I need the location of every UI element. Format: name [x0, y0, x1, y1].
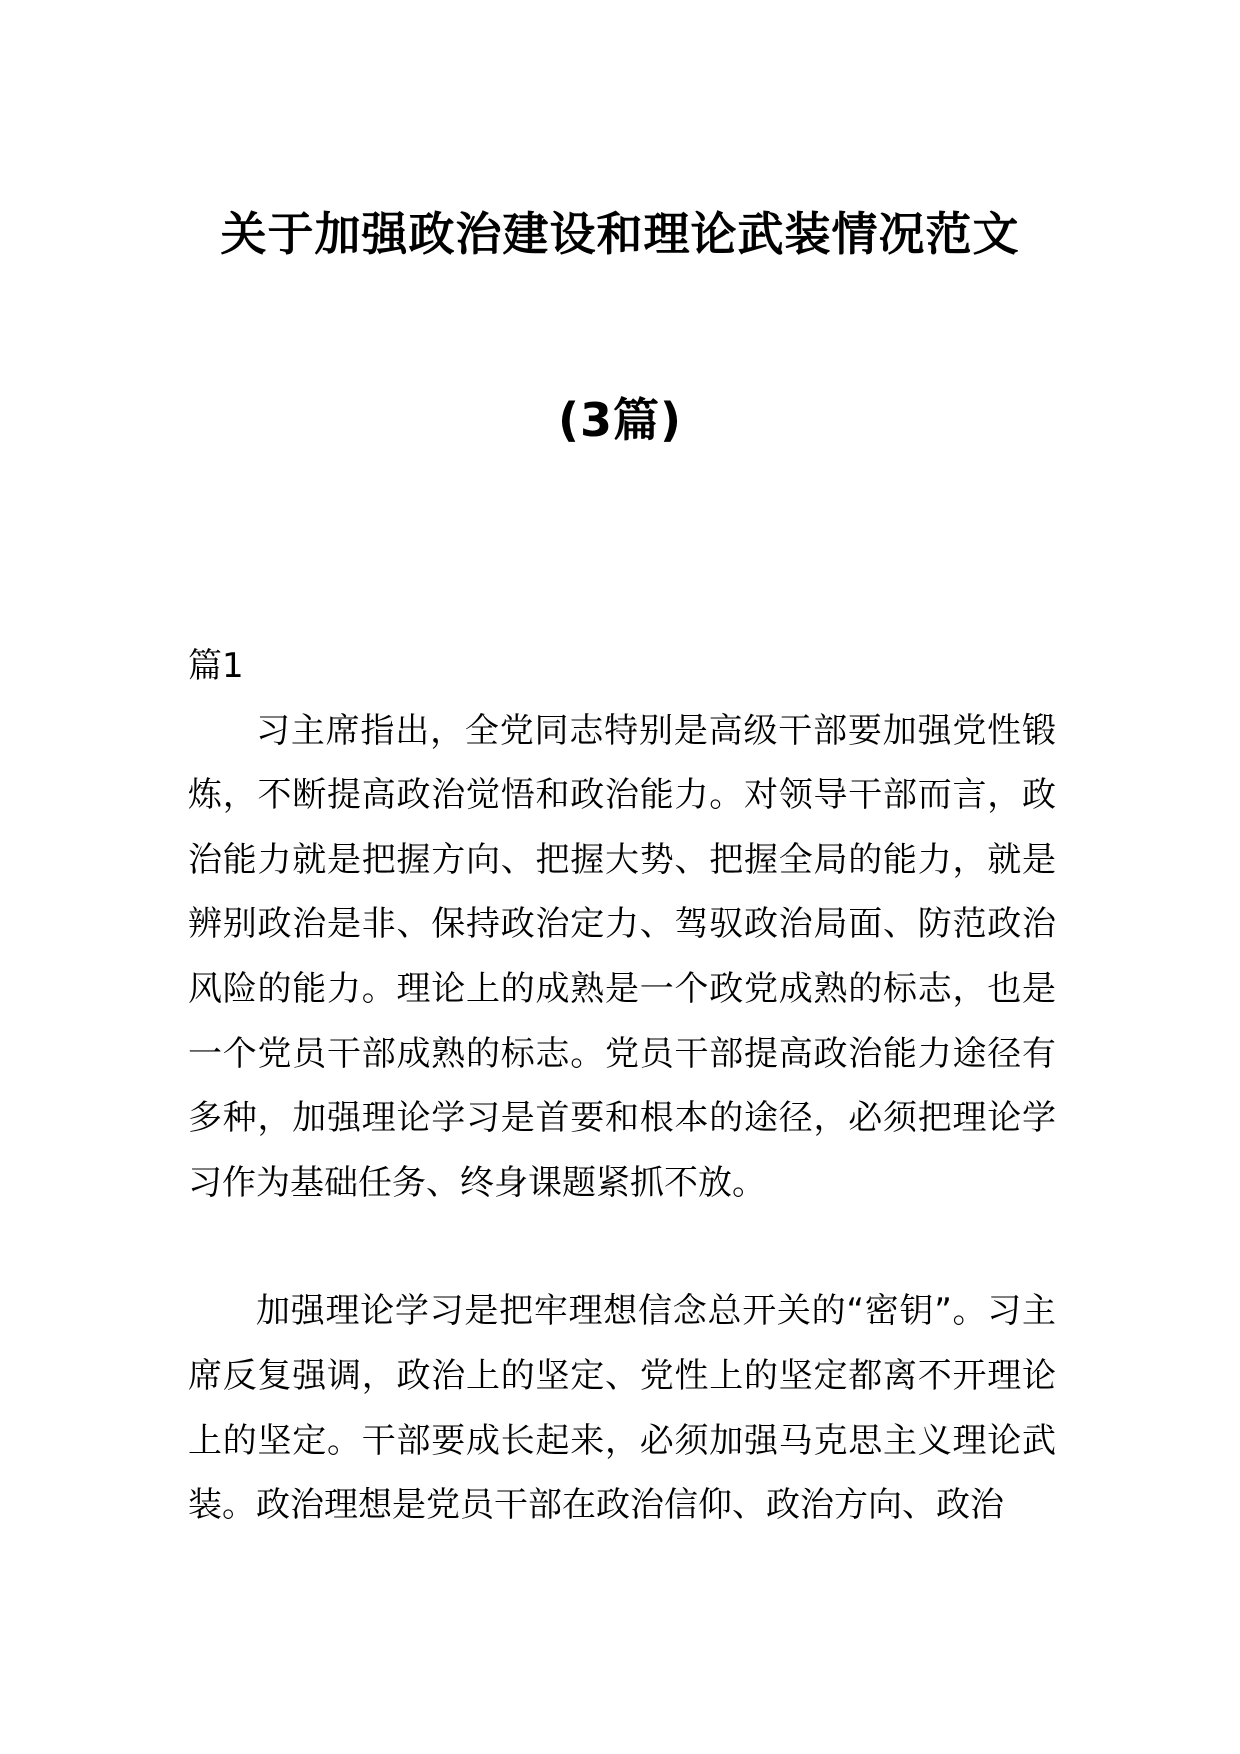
document-title: 关于加强政治建设和理论武装情况范文	[220, 207, 1020, 261]
document-body	[188, 634, 1056, 1538]
paragraph-1: 习主席指出，全党同志特别是高级干部要加强党性锻炼，不断提高政治觉悟和政治能力。对领导干部而言，政治能力就是把握方向、把握大势、把握全局的能力，就是辨别政治是非、保持政治定力、驾驭政治局面、防范政治风险的能力。理论上的成熟是一个政党成熟的标志，也是一个党员干部成熟的标志。党员干部提高政治能力途径有多种，加强理论学习是首要和根本的途径，必须把理论学习作为基础任务、终身课题紧抓不放。	[188, 710, 1056, 1203]
paragraph-2: 加强理论学习是把牢理想信念总开关的“密钥”。习主席反复强调，政治上的坚定、党性上的坚定都离不开理论上的坚定。干部要成长起来，必须加强马克思主义理论武装。政治理想是党员干部在政治信仰、政治方向、政治	[188, 1291, 1056, 1526]
section-label: 篇1	[188, 646, 244, 686]
document-subtitle: (3篇)	[557, 393, 683, 447]
